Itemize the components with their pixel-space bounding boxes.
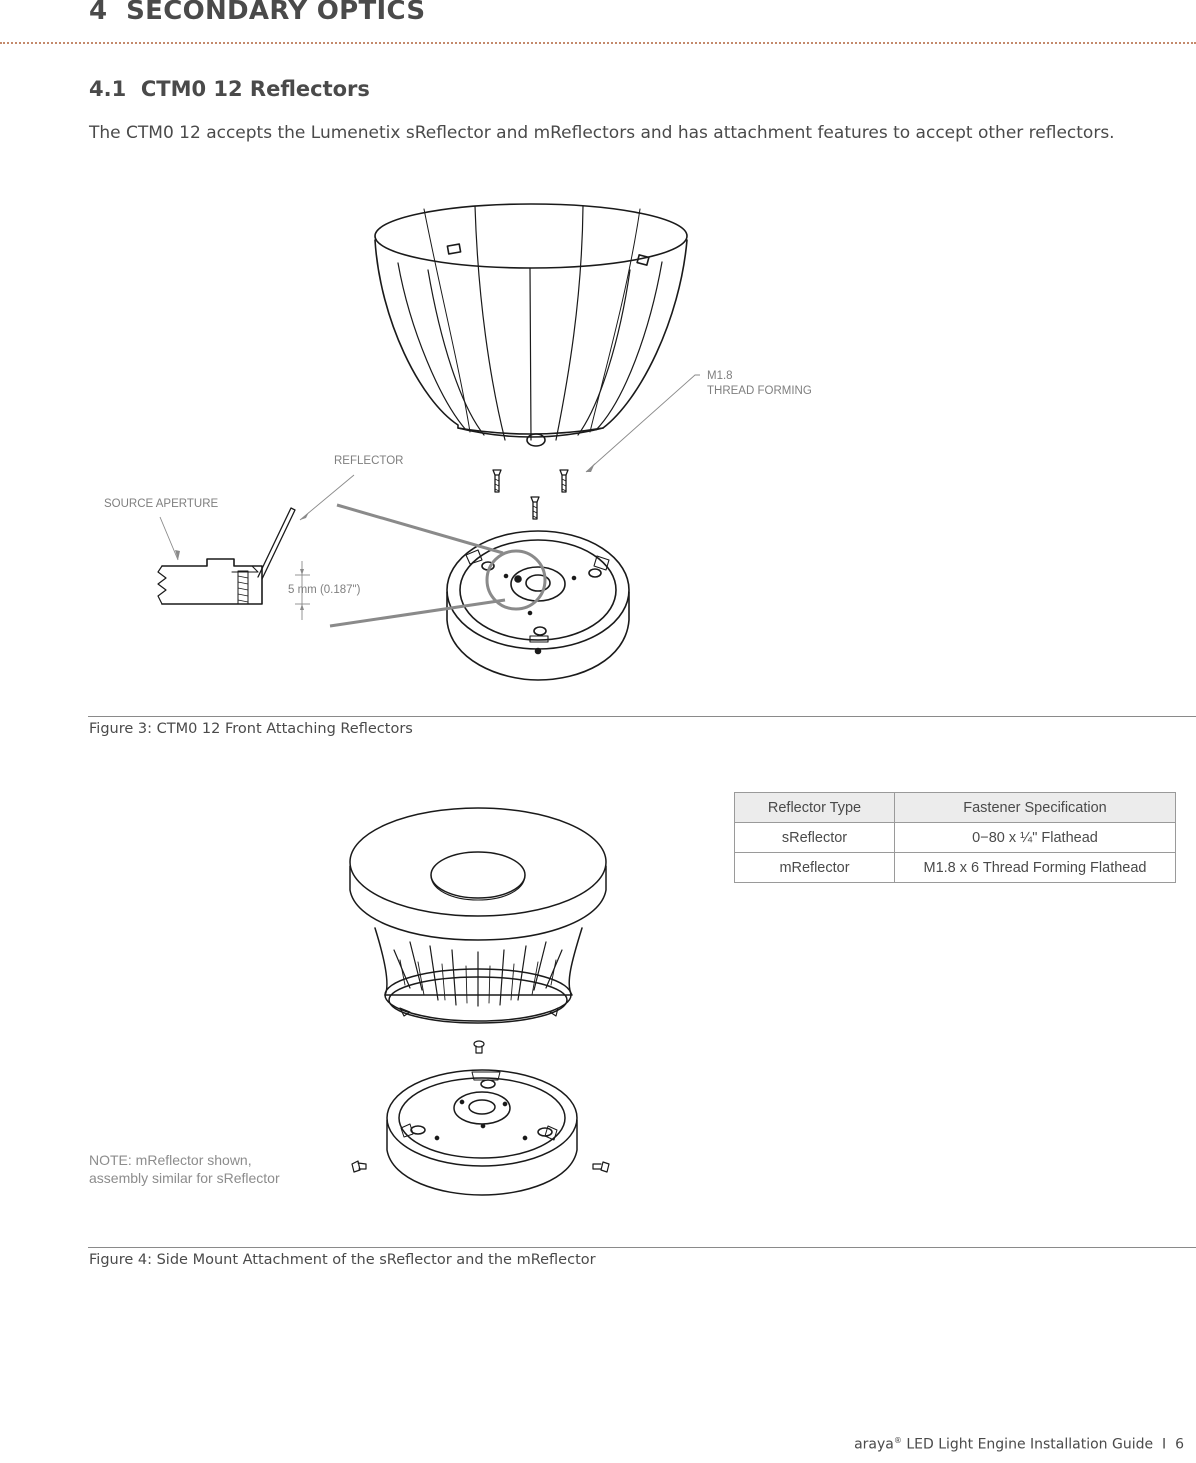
- note-line2: assembly similar for sReflector: [89, 1170, 280, 1186]
- column-header: Fastener Specification: [895, 793, 1176, 823]
- subsection-number: 4.1: [89, 77, 127, 101]
- page-number: 6: [1175, 1436, 1184, 1453]
- section-number: 4: [89, 0, 108, 26]
- column-header: Reflector Type: [735, 793, 895, 823]
- reflector-label: REFLECTOR: [334, 455, 404, 467]
- footer-title: LED Light Engine Installation Guide: [906, 1436, 1154, 1453]
- footer-brand: araya: [854, 1436, 894, 1453]
- subsection-heading: CTM0 12 Reflectors: [140, 77, 370, 101]
- figure4-rule: [88, 1247, 1196, 1248]
- intro-paragraph: The CTM0 12 accepts the Lumenetix sReflector and mReflectors and has attachment features to accept other reflectors.: [89, 123, 1115, 143]
- figure4-note: [89, 1151, 280, 1187]
- center-screw: [474, 1041, 484, 1053]
- page-footer: [854, 1436, 1184, 1453]
- footer-separator: I: [1162, 1436, 1167, 1453]
- table-cell: mReflector: [735, 853, 895, 883]
- figure3-caption: Figure 3: CTM0 12 Front Attaching Reflectors: [89, 721, 413, 737]
- note-line1: NOTE: mReflector shown,: [89, 1152, 252, 1168]
- table-cell: 0−80 x ¼" Flathead: [895, 823, 1176, 853]
- table-cell: M1.8 x 6 Thread Forming Flathead: [895, 853, 1176, 883]
- source-aperture-label: SOURCE APERTURE: [104, 498, 219, 510]
- thread-label-line1: M1.8: [707, 370, 733, 382]
- registered-mark: ®: [893, 1436, 902, 1445]
- thread-label-line2: THREAD FORMING: [707, 385, 812, 397]
- section-heading: SECONDARY OPTICS: [126, 0, 426, 26]
- dimension-label: 5 mm (0.187"): [288, 584, 361, 596]
- mreflector-side: [350, 808, 606, 1023]
- figure4-caption: Figure 4: Side Mount Attachment of the sReflector and the mReflector: [89, 1252, 596, 1268]
- base-puck-side: [387, 1070, 577, 1195]
- table-cell: sReflector: [735, 823, 895, 853]
